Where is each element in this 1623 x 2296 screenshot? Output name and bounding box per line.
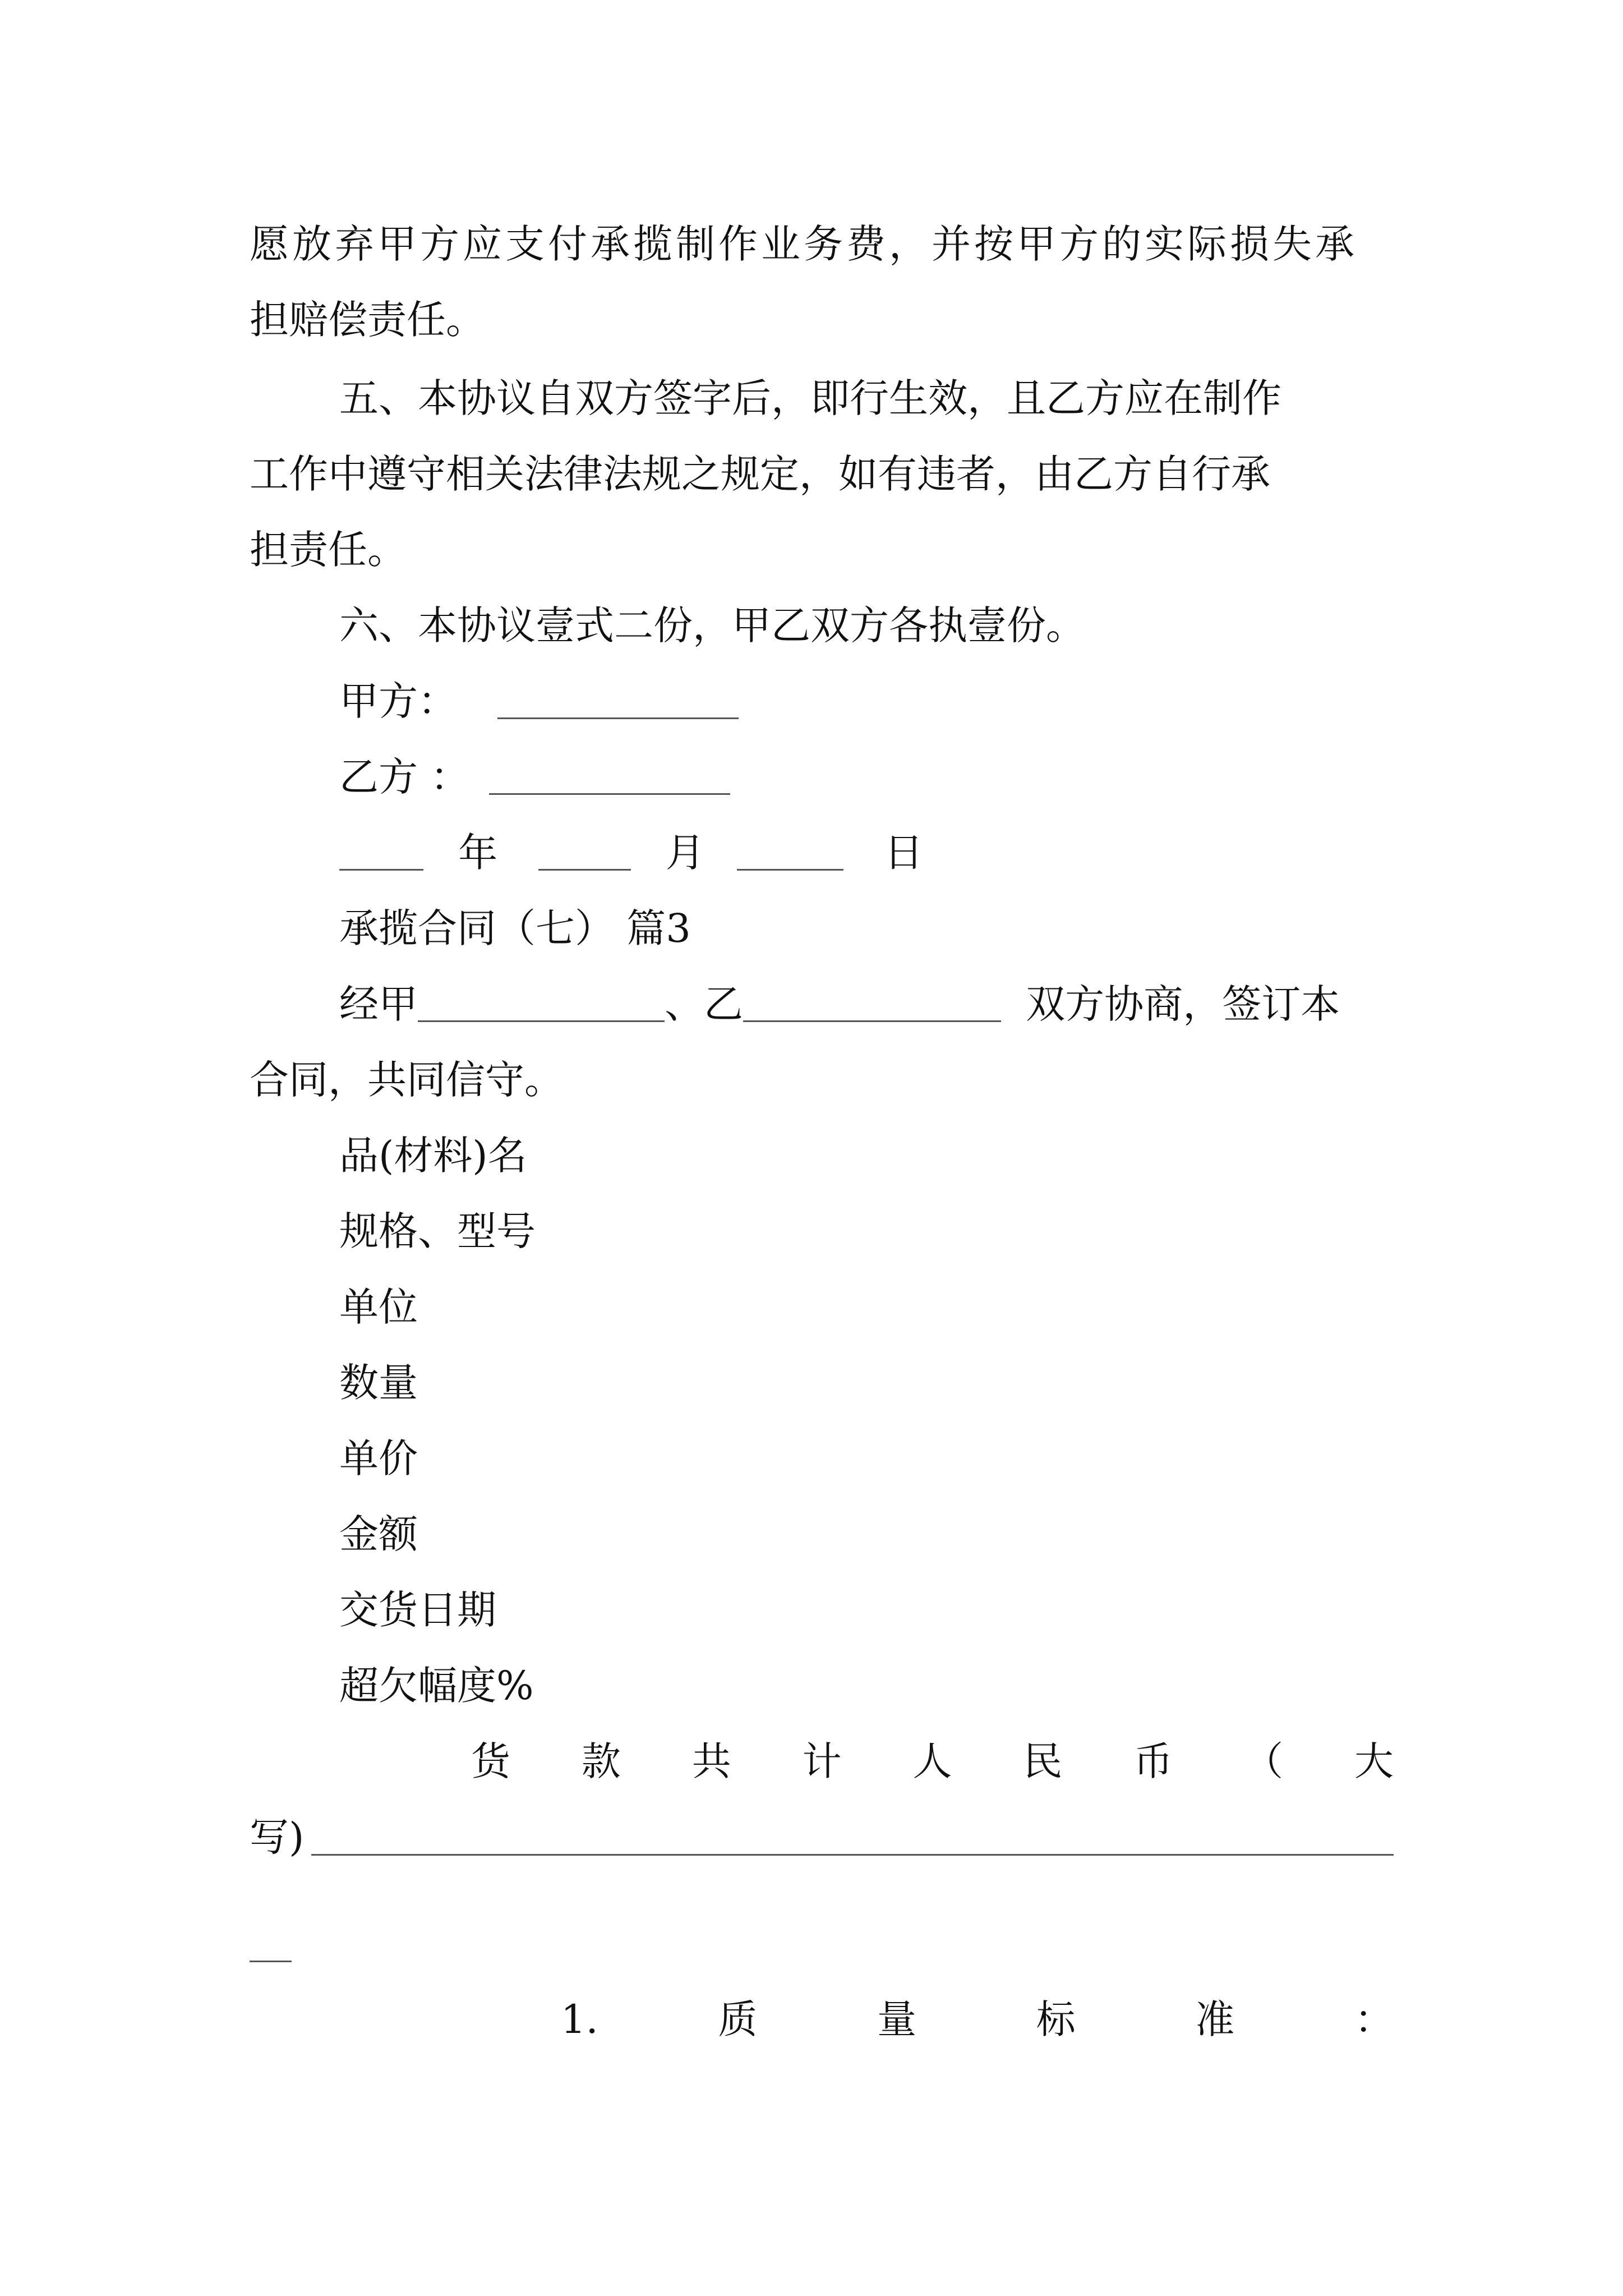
- payment-char: 民: [1023, 1738, 1063, 1784]
- clause-six-line: 六、本协议壹式二份，甲乙双方各执壹份。: [339, 602, 1085, 648]
- paragraph-line: 担赔偿责任。: [250, 297, 485, 343]
- paragraph-line: 担责任。: [250, 527, 407, 573]
- item-tolerance-label: 超欠幅度%: [339, 1663, 534, 1709]
- paragraph-line: 工作中遵守相关法律法规之规定，如有违者，由乙方自行承: [250, 451, 1270, 497]
- intro-text-a: 经甲: [339, 981, 418, 1027]
- payment-amount-blank[interactable]: [311, 1854, 1394, 1856]
- payment-char: 人: [912, 1738, 952, 1784]
- month-label: 月: [665, 830, 705, 876]
- payment-char: 大: [1354, 1738, 1394, 1784]
- payment-char: （: [1244, 1738, 1284, 1784]
- party-b-label: 乙方 ：: [339, 754, 470, 800]
- text-line: 愿放弃甲方应支付承揽制作业务费，并按甲方的实际损失承: [250, 221, 1358, 267]
- payment-char: 共: [691, 1738, 731, 1784]
- quality-standard-line: [561, 1989, 1394, 2050]
- quality-char: 量: [877, 1996, 917, 2042]
- item-quantity-label: 数量: [339, 1360, 418, 1406]
- paragraph-line: 合同，共同信守。: [250, 1057, 564, 1103]
- item-unit-label: 单位: [339, 1284, 418, 1330]
- payment-char: 计: [802, 1738, 842, 1784]
- payment-cont-label: 写): [250, 1814, 305, 1860]
- party-a-name-blank[interactable]: [418, 980, 665, 1022]
- intro-text-b: 、乙: [665, 981, 743, 1027]
- item-spec-label: 规格、型号: [339, 1208, 536, 1254]
- payment-total-line: [471, 1731, 1394, 1792]
- quality-char: ：: [1354, 1996, 1394, 2042]
- payment-amount-blank-cont[interactable]: [250, 1961, 292, 1962]
- clause-five-line: 五、本协议自双方签字后，即行生效，且乙方应在制作: [339, 375, 1281, 421]
- quality-char: 1.: [561, 1996, 598, 2042]
- section-title: 承揽合同（七） 篇3: [339, 905, 691, 951]
- party-b-name-blank[interactable]: [743, 980, 1001, 1022]
- party-b-blank[interactable]: [489, 753, 730, 795]
- payment-amount-line: [250, 1806, 1394, 1868]
- date-line: [339, 822, 1394, 884]
- paragraph-line: [250, 213, 1394, 275]
- month-blank[interactable]: [538, 829, 631, 871]
- day-blank[interactable]: [737, 829, 843, 871]
- year-blank[interactable]: [339, 829, 423, 871]
- item-price-label: 单价: [339, 1435, 418, 1481]
- party-b-signature: [339, 746, 1394, 808]
- party-a-signature: [339, 670, 1394, 732]
- item-delivery-date-label: 交货日期: [339, 1587, 496, 1633]
- payment-char: 货: [471, 1738, 510, 1784]
- item-name-label: 品(材料)名: [339, 1133, 527, 1179]
- item-amount-label: 金额: [339, 1511, 418, 1557]
- intro-line: [339, 973, 1394, 1035]
- party-a-blank[interactable]: [497, 677, 739, 719]
- quality-char: 质: [718, 1996, 758, 2042]
- payment-char: 款: [581, 1738, 621, 1784]
- party-a-label: 甲方：: [339, 678, 457, 724]
- day-label: 日: [884, 830, 924, 876]
- quality-char: 标: [1036, 1996, 1076, 2042]
- quality-char: 准: [1195, 1996, 1235, 2042]
- intro-text-c: 双方协商，签订本: [1026, 981, 1340, 1027]
- year-label: 年: [458, 830, 498, 876]
- payment-char: 币: [1133, 1738, 1173, 1784]
